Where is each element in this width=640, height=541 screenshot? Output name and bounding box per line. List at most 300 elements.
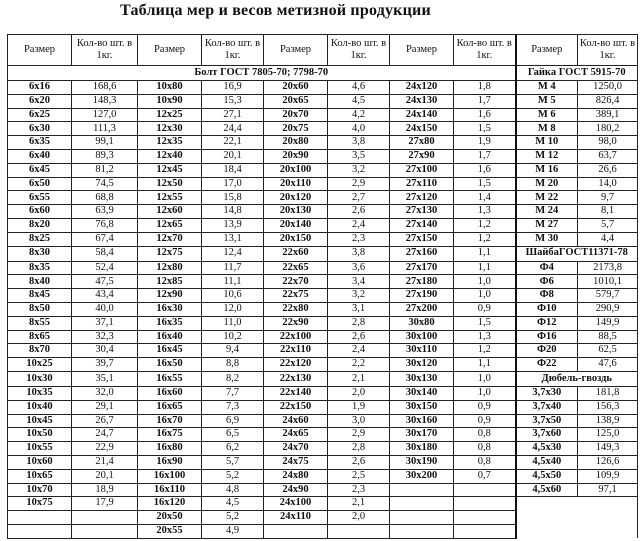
- bolt-size: 6x40: [8, 149, 72, 163]
- bolt-qty: 40,0: [72, 302, 138, 316]
- item-size: M 30: [516, 232, 578, 246]
- empty-cell: [390, 483, 454, 497]
- table-row: [8, 136, 638, 150]
- empty-cell: [328, 524, 390, 538]
- bolt-qty: 24,4: [202, 122, 264, 136]
- header-qty: Кол-во шт. в 1кг.: [328, 35, 390, 66]
- empty-cell: [72, 511, 138, 525]
- table-row: [8, 232, 638, 246]
- bolt-size: 27x150: [390, 232, 454, 246]
- bolt-size: 16x45: [138, 344, 202, 358]
- bolt-qty: 16,9: [202, 81, 264, 95]
- bolt-size: 10x75: [8, 497, 72, 511]
- bolt-size: 22x75: [264, 289, 328, 303]
- bolt-size: 12x45: [138, 163, 202, 177]
- item-qty: 149,3: [578, 442, 638, 456]
- bolt-qty: 24,7: [72, 428, 138, 442]
- bolt-qty: 2,3: [328, 483, 390, 497]
- bolt-qty: 63,9: [72, 205, 138, 219]
- bolt-size: 8x65: [8, 330, 72, 344]
- bolt-qty: 1,6: [454, 108, 516, 122]
- bolt-qty: 1,0: [454, 386, 516, 400]
- table-row: [8, 218, 638, 232]
- bolt-qty: 1,1: [454, 246, 516, 261]
- bolt-qty: 5,2: [202, 511, 264, 525]
- bolt-size: 12x55: [138, 191, 202, 205]
- table-row: [8, 316, 638, 330]
- bolt-size: 12x25: [138, 108, 202, 122]
- bolt-size: 20x75: [264, 122, 328, 136]
- item-qty: 579,7: [578, 289, 638, 303]
- bolt-size: 10x65: [8, 469, 72, 483]
- bolt-size: 6x16: [8, 81, 72, 95]
- empty-cell: [516, 511, 638, 525]
- bolt-qty: 4,2: [328, 108, 390, 122]
- bolt-size: 27x200: [390, 302, 454, 316]
- bolt-qty: 2,8: [328, 316, 390, 330]
- bolt-qty: 2,1: [328, 371, 390, 386]
- bolt-size: 30x200: [390, 469, 454, 483]
- table-row: [8, 483, 638, 497]
- bolt-qty: 1,2: [454, 344, 516, 358]
- bolt-size: 10x30: [8, 371, 72, 386]
- table-row: [8, 455, 638, 469]
- bolt-qty: 1,3: [454, 205, 516, 219]
- bolt-qty: 26,7: [72, 414, 138, 428]
- bolt-qty: 7,3: [202, 400, 264, 414]
- bolt-size: 6x60: [8, 205, 72, 219]
- bolt-qty: 67,4: [72, 232, 138, 246]
- bolt-qty: 4,9: [202, 524, 264, 538]
- bolt-qty: 37,1: [72, 316, 138, 330]
- table-row: [8, 469, 638, 483]
- bolt-size: 20x150: [264, 232, 328, 246]
- bolt-qty: 52,4: [72, 261, 138, 275]
- bolt-qty: 17,0: [202, 177, 264, 191]
- bolt-qty: 1,3: [454, 330, 516, 344]
- bolt-size: 20x90: [264, 149, 328, 163]
- bolt-size: 8x45: [8, 289, 72, 303]
- item-size: 3,7x50: [516, 414, 578, 428]
- bolt-size: 20x140: [264, 218, 328, 232]
- bolt-qty: 1,4: [454, 191, 516, 205]
- bolt-size: 16x80: [138, 442, 202, 456]
- item-qty: 9,7: [578, 191, 638, 205]
- bolt-qty: 5,2: [202, 469, 264, 483]
- bolt-qty: 9,4: [202, 344, 264, 358]
- bolt-size: 20x120: [264, 191, 328, 205]
- item-qty: 389,1: [578, 108, 638, 122]
- table-row: [8, 205, 638, 219]
- item-size: M 27: [516, 218, 578, 232]
- bolt-qty: 15,8: [202, 191, 264, 205]
- item-qty: 156,3: [578, 400, 638, 414]
- bolt-qty: 1,0: [454, 371, 516, 386]
- header-qty: Кол-во шт. в 1кг.: [72, 35, 138, 66]
- item-qty: 1010,1: [578, 275, 638, 289]
- bolt-qty: 13,1: [202, 232, 264, 246]
- item-qty: 88,5: [578, 330, 638, 344]
- item-qty: 14,0: [578, 177, 638, 191]
- table-row: [8, 66, 638, 81]
- bolt-size: 27x110: [390, 177, 454, 191]
- bolt-size: 30x160: [390, 414, 454, 428]
- bolt-qty: 1,9: [454, 136, 516, 150]
- bolt-qty: 68,8: [72, 191, 138, 205]
- header-qty: Кол-во шт. в 1кг.: [202, 35, 264, 66]
- item-qty: 290,9: [578, 302, 638, 316]
- bolt-qty: 99,1: [72, 136, 138, 150]
- table-row: [8, 163, 638, 177]
- bolt-qty: 10,2: [202, 330, 264, 344]
- bolt-qty: 4,5: [202, 497, 264, 511]
- bolt-size: 6x35: [8, 136, 72, 150]
- empty-cell: [264, 524, 328, 538]
- bolt-size: 16x120: [138, 497, 202, 511]
- bolt-qty: 3,6: [328, 261, 390, 275]
- bolt-qty: 29,1: [72, 400, 138, 414]
- item-size: M 10: [516, 136, 578, 150]
- bolt-size: 30x140: [390, 386, 454, 400]
- bolt-qty: 11,1: [202, 275, 264, 289]
- item-size: M 16: [516, 163, 578, 177]
- bolt-size: 27x190: [390, 289, 454, 303]
- bolt-size: 16x60: [138, 386, 202, 400]
- bolt-qty: 3,2: [328, 163, 390, 177]
- bolt-qty: 1,5: [454, 122, 516, 136]
- item-size: Ф10: [516, 302, 578, 316]
- bolt-qty: 1,9: [328, 400, 390, 414]
- bolt-qty: 39,7: [72, 358, 138, 372]
- bolt-size: 22x140: [264, 386, 328, 400]
- bolt-size: 24x110: [264, 511, 328, 525]
- table-row: [8, 246, 638, 261]
- bolt-size: 30x180: [390, 442, 454, 456]
- bolt-size: 8x20: [8, 218, 72, 232]
- item-size: M 6: [516, 108, 578, 122]
- bolt-size: 22x65: [264, 261, 328, 275]
- item-size: Ф20: [516, 344, 578, 358]
- item-size: Ф4: [516, 261, 578, 275]
- bolt-qty: 3,0: [328, 414, 390, 428]
- bolt-qty: 6,2: [202, 442, 264, 456]
- bolt-size: 20x65: [264, 94, 328, 108]
- item-size: Ф22: [516, 358, 578, 372]
- bolt-qty: 3,8: [328, 246, 390, 261]
- item-qty: 149,9: [578, 316, 638, 330]
- bolt-size: 24x80: [264, 469, 328, 483]
- header-size: Размер: [8, 35, 72, 66]
- bolt-qty: 8,2: [202, 371, 264, 386]
- bolt-size: 10x55: [8, 442, 72, 456]
- bolt-qty: 4,8: [202, 483, 264, 497]
- bolt-qty: 12,4: [202, 246, 264, 261]
- empty-cell: [454, 511, 516, 525]
- bolt-size: 12x80: [138, 261, 202, 275]
- bolt-size: 27x120: [390, 191, 454, 205]
- bolt-size: 10x80: [138, 81, 202, 95]
- item-size: 3,7x60: [516, 428, 578, 442]
- empty-cell: [390, 524, 454, 538]
- table-row: [8, 94, 638, 108]
- bolt-size: 6x55: [8, 191, 72, 205]
- weights-table: [7, 34, 638, 539]
- bolt-qty: 3,2: [328, 289, 390, 303]
- header-size: Размер: [516, 35, 578, 66]
- bolt-qty: 17,9: [72, 497, 138, 511]
- bolt-qty: 32,0: [72, 386, 138, 400]
- bolt-size: 20x130: [264, 205, 328, 219]
- bolt-size: 20x70: [264, 108, 328, 122]
- bolt-qty: 3,5: [328, 149, 390, 163]
- bolt-size: 20x100: [264, 163, 328, 177]
- item-size: 4,5x60: [516, 483, 578, 497]
- bolt-size: 22x130: [264, 371, 328, 386]
- header-size: Размер: [264, 35, 328, 66]
- empty-cell: [454, 497, 516, 511]
- bolt-qty: 1,8: [454, 81, 516, 95]
- table-row: [8, 524, 638, 538]
- table-row: [8, 289, 638, 303]
- item-size: Ф12: [516, 316, 578, 330]
- bolt-size: 30x80: [390, 316, 454, 330]
- bolt-size: 22x80: [264, 302, 328, 316]
- item-qty: 97,1: [578, 483, 638, 497]
- bolt-size: 22x110: [264, 344, 328, 358]
- bolt-size: 27x160: [390, 246, 454, 261]
- item-qty: 98,0: [578, 136, 638, 150]
- item-qty: 4,4: [578, 232, 638, 246]
- bolt-size: 12x40: [138, 149, 202, 163]
- bolt-size: 30x150: [390, 400, 454, 414]
- bolt-qty: 1,5: [454, 177, 516, 191]
- bolt-qty: 22,9: [72, 442, 138, 456]
- bolt-size: 24x150: [390, 122, 454, 136]
- bolt-size: 22x70: [264, 275, 328, 289]
- bolt-qty: 2,4: [328, 344, 390, 358]
- item-qty: 181,8: [578, 386, 638, 400]
- bolt-size: 27x130: [390, 205, 454, 219]
- bolt-qty: 20,1: [202, 149, 264, 163]
- header-row: [8, 35, 638, 66]
- bolt-size: 24x60: [264, 414, 328, 428]
- bolt-size: 27x90: [390, 149, 454, 163]
- bolt-qty: 1,7: [454, 149, 516, 163]
- item-size: M 20: [516, 177, 578, 191]
- bolt-qty: 11,0: [202, 316, 264, 330]
- empty-cell: [390, 497, 454, 511]
- table-row: [8, 386, 638, 400]
- bolt-size: 16x35: [138, 316, 202, 330]
- bolt-qty: 8,8: [202, 358, 264, 372]
- bolt-qty: 47,5: [72, 275, 138, 289]
- bolt-qty: 4,6: [328, 81, 390, 95]
- bolt-size: 12x50: [138, 177, 202, 191]
- bolt-size: 16x100: [138, 469, 202, 483]
- table-row: [8, 108, 638, 122]
- bolt-size: 8x30: [8, 246, 72, 261]
- bolt-qty: 2,2: [328, 358, 390, 372]
- bolt-qty: 3,1: [328, 302, 390, 316]
- bolt-qty: 0,9: [454, 302, 516, 316]
- empty-cell: [454, 483, 516, 497]
- bolt-size: 6x45: [8, 163, 72, 177]
- bolt-qty: 1,7: [454, 94, 516, 108]
- table-row: [8, 400, 638, 414]
- bolt-size: 12x75: [138, 246, 202, 261]
- table-row: [8, 371, 638, 386]
- table-row: [8, 122, 638, 136]
- item-qty: 826,4: [578, 94, 638, 108]
- bolt-size: 16x50: [138, 358, 202, 372]
- item-qty: 62,5: [578, 344, 638, 358]
- bolt-size: 10x60: [8, 455, 72, 469]
- bolt-size: 22x90: [264, 316, 328, 330]
- bolt-qty: 0,8: [454, 442, 516, 456]
- bolt-qty: 58,4: [72, 246, 138, 261]
- bolt-size: 27x180: [390, 275, 454, 289]
- bolt-qty: 18,9: [72, 483, 138, 497]
- bolt-qty: 2,3: [328, 232, 390, 246]
- bolt-qty: 22,1: [202, 136, 264, 150]
- bolt-size: 6x20: [8, 94, 72, 108]
- bolt-size: 12x65: [138, 218, 202, 232]
- bolt-size: 22x120: [264, 358, 328, 372]
- bolt-size: 12x35: [138, 136, 202, 150]
- item-size: 3,7x40: [516, 400, 578, 414]
- bolt-qty: 1,5: [454, 316, 516, 330]
- empty-cell: [390, 511, 454, 525]
- item-size: M 4: [516, 81, 578, 95]
- item-qty: 47,6: [578, 358, 638, 372]
- bolt-size: 6x50: [8, 177, 72, 191]
- item-qty: 2173,8: [578, 261, 638, 275]
- bolt-qty: 1,1: [454, 358, 516, 372]
- bolt-size: 16x65: [138, 400, 202, 414]
- table-row: [8, 177, 638, 191]
- empty-cell: [8, 511, 72, 525]
- bolt-size: 12x90: [138, 289, 202, 303]
- bolt-qty: 3,4: [328, 275, 390, 289]
- bolt-size: 10x50: [8, 428, 72, 442]
- bolt-size: 6x30: [8, 122, 72, 136]
- bolt-size: 20x55: [138, 524, 202, 538]
- bolt-size: 22x100: [264, 330, 328, 344]
- bolt-size: 8x55: [8, 316, 72, 330]
- bolt-size: 20x80: [264, 136, 328, 150]
- bolt-qty: 2,0: [328, 386, 390, 400]
- bolt-qty: 11,7: [202, 261, 264, 275]
- bolt-size: 24x140: [390, 108, 454, 122]
- item-size: M 12: [516, 149, 578, 163]
- item-size: M 22: [516, 191, 578, 205]
- bolt-size: 30x110: [390, 344, 454, 358]
- table-row: [8, 81, 638, 95]
- bolt-qty: 76,8: [72, 218, 138, 232]
- bolt-size: 30x100: [390, 330, 454, 344]
- bolt-qty: 2,5: [328, 469, 390, 483]
- item-size: M 5: [516, 94, 578, 108]
- empty-cell: [454, 524, 516, 538]
- bolt-size: 24x100: [264, 497, 328, 511]
- table-row: [8, 302, 638, 316]
- bolt-size: 30x130: [390, 371, 454, 386]
- bolt-size: 24x90: [264, 483, 328, 497]
- bolt-qty: 2,6: [328, 455, 390, 469]
- table-row: [8, 497, 638, 511]
- table-row: [8, 358, 638, 372]
- table-wrapper: [7, 34, 637, 539]
- bolt-qty: 3,8: [328, 136, 390, 150]
- bolt-qty: 6,9: [202, 414, 264, 428]
- header-qty: Кол-во шт. в 1кг.: [578, 35, 638, 66]
- bolt-qty: 1,1: [454, 261, 516, 275]
- bolt-qty: 1,2: [454, 232, 516, 246]
- bolt-size: 16x55: [138, 371, 202, 386]
- bolt-size: 22x150: [264, 400, 328, 414]
- table-row: [8, 442, 638, 456]
- bolt-qty: 20,1: [72, 469, 138, 483]
- bolt-qty: 2,0: [328, 511, 390, 525]
- bolt-size: 16x110: [138, 483, 202, 497]
- bolt-qty: 27,1: [202, 108, 264, 122]
- item-qty: 8,1: [578, 205, 638, 219]
- bolt-qty: 10,6: [202, 289, 264, 303]
- bolt-size: 27x140: [390, 218, 454, 232]
- bolt-qty: 2,9: [328, 428, 390, 442]
- bolt-qty: 15,3: [202, 94, 264, 108]
- item-qty: 125,0: [578, 428, 638, 442]
- bolt-size: 27x100: [390, 163, 454, 177]
- empty-cell: [516, 497, 638, 511]
- table-row: [8, 428, 638, 442]
- item-qty: 180,2: [578, 122, 638, 136]
- bolt-qty: 5,7: [202, 455, 264, 469]
- table-row: [8, 344, 638, 358]
- header-size: Размер: [138, 35, 202, 66]
- bolt-qty: 18,4: [202, 163, 264, 177]
- bolt-qty: 2,9: [328, 177, 390, 191]
- item-size: Ф16: [516, 330, 578, 344]
- section-title: Дюбель-гвоздь: [516, 371, 638, 386]
- item-size: Ф6: [516, 275, 578, 289]
- table-row: [8, 191, 638, 205]
- bolt-qty: 43,4: [72, 289, 138, 303]
- bolt-size: 12x85: [138, 275, 202, 289]
- item-qty: 126,6: [578, 455, 638, 469]
- bolt-qty: 4,5: [328, 94, 390, 108]
- item-qty: 138,9: [578, 414, 638, 428]
- bolt-qty: 1,6: [454, 163, 516, 177]
- bolt-size: 16x70: [138, 414, 202, 428]
- bolt-qty: 2,7: [328, 191, 390, 205]
- bolt-size: 20x50: [138, 511, 202, 525]
- item-size: M 24: [516, 205, 578, 219]
- bolt-qty: 30,4: [72, 344, 138, 358]
- bolt-qty: 0,8: [454, 428, 516, 442]
- bolt-qty: 12,0: [202, 302, 264, 316]
- item-qty: 26,6: [578, 163, 638, 177]
- bolt-qty: 1,0: [454, 289, 516, 303]
- bolt-size: 12x30: [138, 122, 202, 136]
- empty-cell: [516, 524, 638, 538]
- bolt-size: 24x75: [264, 455, 328, 469]
- bolt-qty: 127,0: [72, 108, 138, 122]
- bolt-qty: 0,9: [454, 414, 516, 428]
- bolt-size: 12x60: [138, 205, 202, 219]
- bolt-size: 22x60: [264, 246, 328, 261]
- table-row: [8, 261, 638, 275]
